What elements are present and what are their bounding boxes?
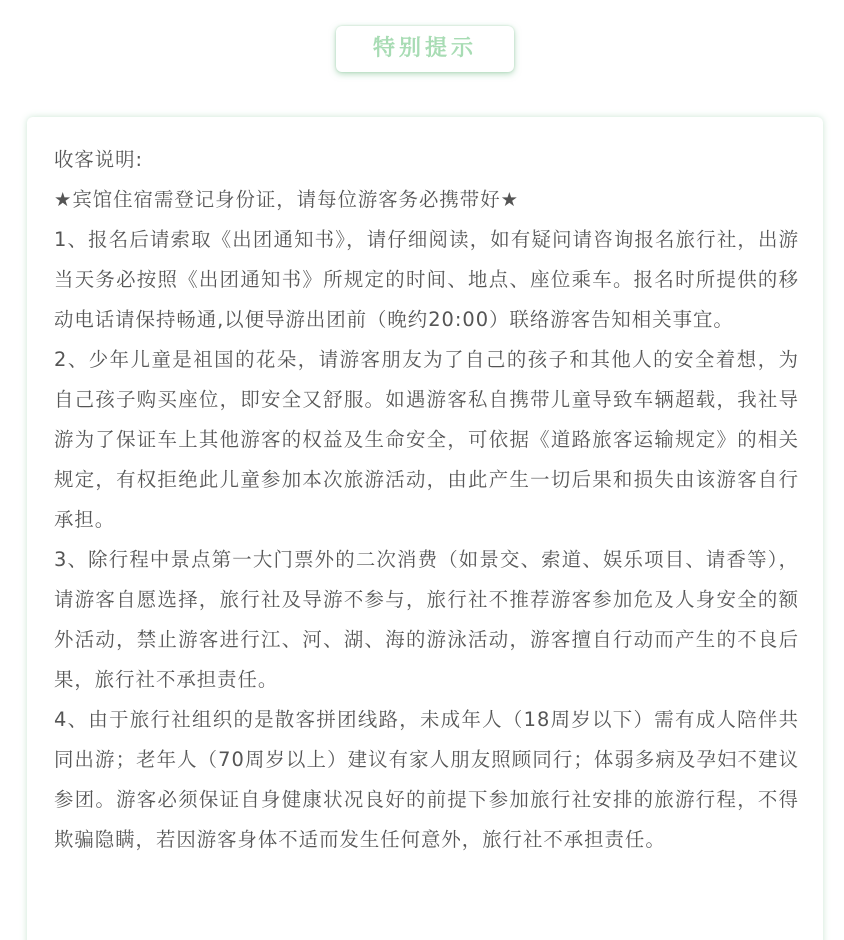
id-notice: ★宾馆住宿需登记身份证，请每位游客务必携带好★ <box>54 188 519 211</box>
page-title: 特别提示 <box>336 26 514 72</box>
notice-item-2: 2、少年儿童是祖国的花朵，请游客朋友为了自己的孩子和其他人的安全着想，为自己孩子购买座位，即安全又舒服。如遇游客私自携带儿童导致车辆超载，我社导游为了保证车上其他游客的权益及生命安全，可依据《道路旅客运输规定》的相关规定，有权拒绝此儿童参加本次旅游活动，由此产生一切后果和损失由该游客自行承担。 <box>54 348 799 531</box>
notice-item-4: 4、由于旅行社组织的是散客拼团线路，未成年人（18周岁以下）需有成人陪伴共同出游；老年人（70周岁以上）建议有家人朋友照顾同行；体弱多病及孕妇不建议参团。游客必须保证自身健康状况良好的前提下参加旅行社安排的旅游行程，不得欺骗隐瞒，若因游客身体不适而发生任何意外，旅行社不承担责任。 <box>54 708 799 851</box>
notice-card <box>27 117 823 940</box>
notice-item-1: 1、报名后请索取《出团通知书》，请仔细阅读，如有疑问请咨询报名旅行社，出游当天务必按照《出团通知书》所规定的时间、地点、座位乘车。报名时所提供的移动电话请保持畅通,以便导游出团前（晚约20:00）联络游客告知相关事宜。 <box>54 228 799 331</box>
notice-item-3: 3、除行程中景点第一大门票外的二次消费（如景交、索道、娱乐项目、请香等），请游客自愿选择，旅行社及导游不参与，旅行社不推荐游客参加危及人身安全的额外活动，禁止游客进行江、河、湖、海的游泳活动，游客擅自行动而产生的不良后果，旅行社不承担责任。 <box>54 548 799 691</box>
section-heading: 收客说明: <box>54 148 144 171</box>
